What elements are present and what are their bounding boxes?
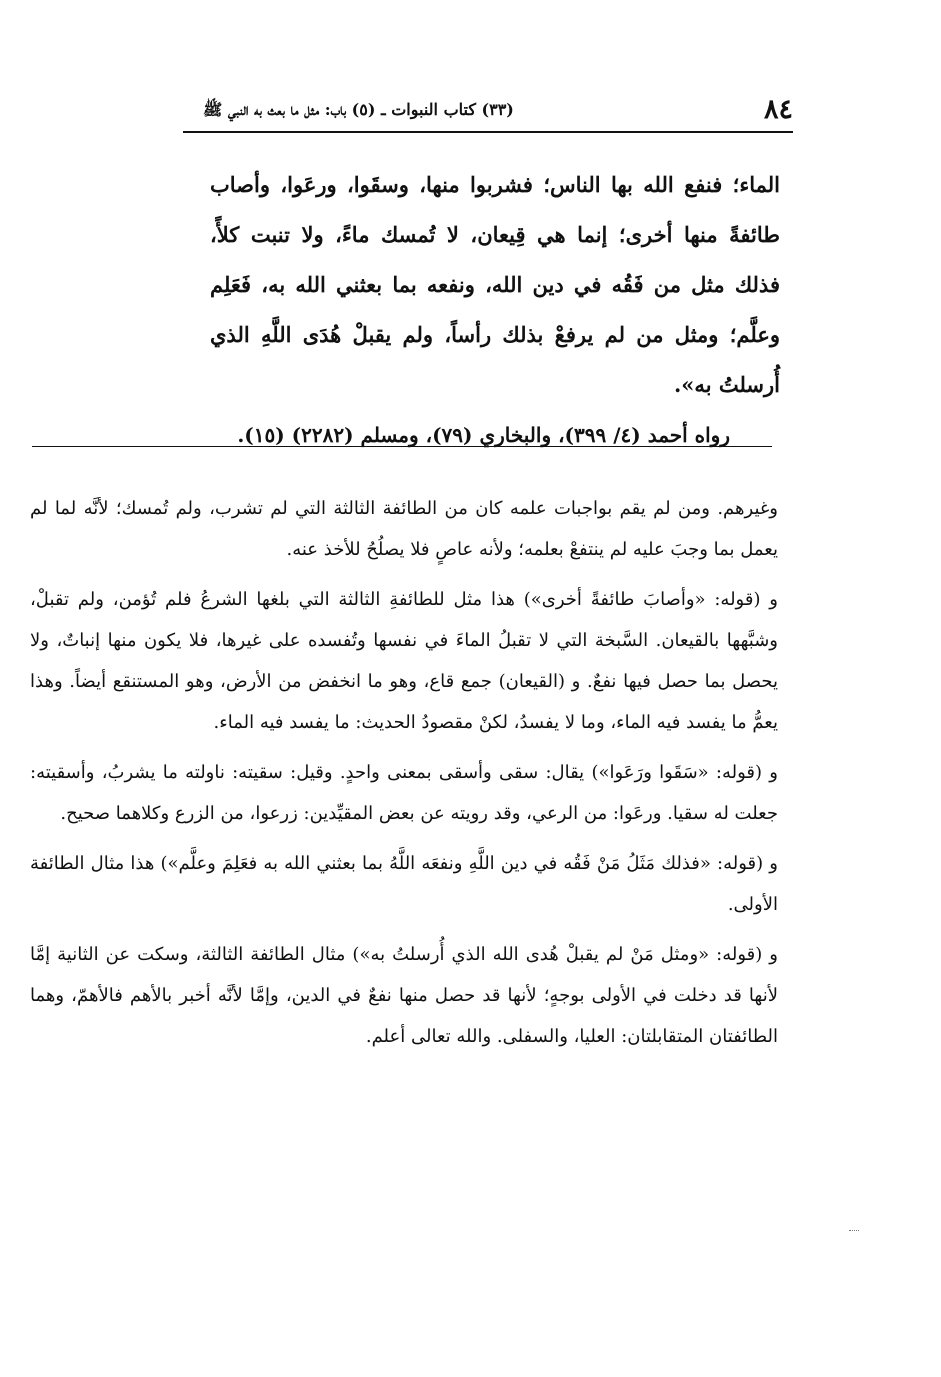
scan-speck	[849, 1230, 859, 1233]
running-title: (٣٣) كتاب النبوات ـ (٥) باب: مثل ما بعث به النبي ﷺ	[203, 100, 514, 119]
hadith-source: رواه أحمد (٤/ ٣٩٩)، والبخاري (٧٩)، ومسلم (٢٢٨٢) (١٥).	[237, 423, 730, 447]
commentary-paragraph: و (قوله: «وأصابَ طائفةً أخرى») هذا مثل للطائفةِ الثالثة التي بلغها الشرعُ فلم تُؤمن، ولم تقبلْ، وشبَّهها بالقيعان. السَّبخة التي لا تقبلُ الماءَ في نفسها وتُفسده على غيرها، فلا يكون منها إنباتٌ، ولا يحصل بما حصل فيها نفعٌ. و (القيعان) جمع قاع، وهو ما انخفض من الأرض، وهو المستنقع أيضاً. وهذا يعمُّ ما يفسد فيه الماء، وما لا يفسدُ، لكنْ مقصودُ الحديث: ما يفسد فيه الماء.	[30, 589, 778, 733]
header-rule	[183, 131, 793, 133]
commentary-paragraph: و (قوله: «فذلك مَثَلُ مَنْ فَقُه في دين اللَّهِ ونفعَه اللَّهُ بما بعثني الله به فعَلِمَ وعلَّم») هذا مثال الطائفة الأولى.	[30, 853, 779, 915]
separator-rule	[32, 446, 772, 447]
page-number: ٨٤	[763, 94, 793, 125]
commentary-paragraph: وغيرهم. ومن لم يقم بواجبات علمه كان من الطائفة الثالثة التي لم تشرب، ولم تُمسك؛ لأنَّه لما لم يعمل بما وجبَ عليه لم ينتفعْ بعلمه؛ ولأنه عاصٍ فلا يصلُحُ للأخذ عنه.	[30, 498, 778, 560]
commentary-paragraph: و (قوله: «سَقَوا ورَعَوا») يقال: سقى وأسقى بمعنى واحدٍ. وقيل: سقيته: ناولته ما يشربُ، وأسقيته: جعلت له سقيا. ورعَوا: من الرعي، وقد رويته عن بعض المقيِّدين: زرعوا، من الزرع وكلاهما صحيح.	[30, 762, 778, 824]
running-header	[183, 92, 793, 132]
commentary-paragraph: و (قوله: «ومثل مَنْ لم يقبلْ هُدى الله الذي أُرسلتُ به») مثال الطائفة الثالثة، وسكت عن الثانية إمَّا لأنها قد دخلت في الأولى بوجهٍ؛ لأنها قد حصل منها نفعٌ في الدين، وإمَّا لأنَّه أخبر بالأهم فالأهمّ، وهما الطائفتان المتقابلتان: العليا، والسفلى. والله تعالى أعلم.	[30, 944, 778, 1047]
hadith-text: الماء؛ فنفع الله بها الناس؛ فشربوا منها، وسقَوا، ورعَوا، وأصاب طائفةً منها أخرى؛ إنما هي قِيعان، لا تُمسك ماءً، ولا تنبت كلأً، فذلك مثل من فَقُه في دين الله، ونفعه بما بعثني الله به، فَعَلِم وعلَّم؛ ومثل من لم يرفعْ بذلك رأساً، ولم يقبلْ هُدَى اللَّهِ الذي أُرسلتُ به».	[210, 172, 780, 397]
hadith-text-block	[210, 160, 780, 460]
commentary-block	[30, 488, 778, 1066]
